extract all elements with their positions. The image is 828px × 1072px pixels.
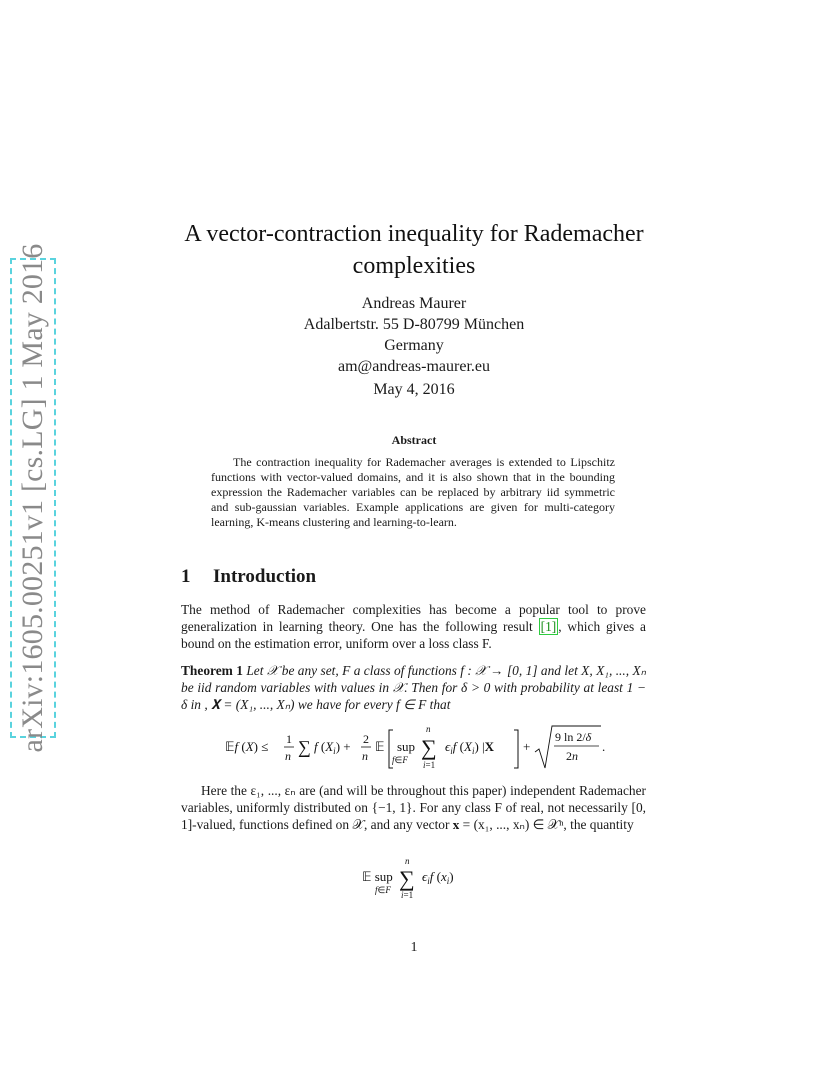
- intro-text-start: The method of Rademacher complexities has become a popular tool to prove generalization in learning theory. One has the following result: [181, 602, 646, 634]
- svg-text:9 ln 2/δ: 9 ln 2/δ: [555, 730, 592, 744]
- svg-text:𝔼: 𝔼: [375, 739, 385, 754]
- svg-text:∑: ∑: [399, 866, 415, 891]
- section-number: 1: [181, 566, 191, 587]
- svg-text:f∈F: f∈F: [392, 755, 408, 765]
- svg-text:n: n: [426, 724, 431, 734]
- arxiv-identifier: arXiv:1605.00251v1 [cs.LG] 1 May 2016: [16, 243, 49, 753]
- arxiv-stamp: [10, 243, 56, 753]
- svg-text:+: +: [523, 739, 531, 754]
- svg-text:sup: sup: [397, 739, 416, 754]
- svg-text:𝔼f (X) ≤: 𝔼f (X) ≤: [225, 739, 269, 754]
- svg-text:f∈F: f∈F: [375, 885, 391, 895]
- svg-text:ϵif (Xi) |X: $\epsilon_if$ $(X_i)$ |X: [445, 739, 495, 756]
- svg-text:2: 2: [363, 732, 369, 746]
- svg-text:i=1: i=1: [423, 760, 436, 770]
- svg-text:n: n: [405, 856, 410, 866]
- page-number: 1: [410, 940, 418, 955]
- intro-paragraph: [181, 601, 646, 652]
- author-address: Adalbertstr. 55 D-80799 München: [303, 316, 525, 333]
- section-title: Introduction: [213, 566, 317, 587]
- theorem-label: Theorem 1: [181, 663, 243, 678]
- paper-title: A vector-contraction inequality for Rademacher complexities: [184, 221, 644, 279]
- author-country: Germany: [384, 337, 444, 354]
- author-name: Andreas Maurer: [361, 295, 467, 312]
- svg-text:2n: 2n: [566, 749, 578, 763]
- paper-date: May 4, 2016: [373, 381, 455, 398]
- svg-text:n: n: [285, 749, 291, 763]
- svg-text:∑: ∑: [421, 735, 437, 760]
- paragraph-2: Here the ε₁, ..., εₙ are (and will be throughout this paper) independent Rademacher variables, uniformly distributed on {−1, 1}. For any class F of real, not necessarily [0, 1]-valued, functions defined on 𝒳, and any vector 𝐱 = (x₁, ..., xₙ) ∈ 𝒳ⁿ, the quantity: [181, 783, 646, 832]
- theorem-1: [181, 662, 646, 713]
- svg-text:.: .: [602, 739, 606, 754]
- section-heading: [181, 566, 316, 588]
- svg-text:𝔼 sup: 𝔼 sup: [362, 869, 393, 884]
- equation-rademacher-quantity: [362, 856, 482, 902]
- svg-text:n: n: [362, 749, 368, 763]
- abstract-heading: Abstract: [391, 433, 437, 447]
- theorem-body: Let 𝒳 be any set, F a class of functions f : 𝒳 → [0, 1] and let X, X₁, ..., Xₙ be iid random variables with values in 𝒳. Then for δ > 0 with probability at least 1 − δ in , 𝐗 = (X₁, ..., Xₙ) we have for every f ∈ F that: [181, 663, 646, 712]
- intro-text-end: , which gives a bound on the estimation error, uniform over a loss class F.: [181, 619, 646, 651]
- equation-generalization-bound: [225, 722, 625, 772]
- svg-text:ϵif (xi): $\epsilon_if$ $(x_i)$: [422, 869, 454, 886]
- svg-text:1: 1: [286, 732, 292, 746]
- citation-link[interactable]: [1]: [540, 619, 557, 634]
- author-email: am@andreas-maurer.eu: [338, 358, 490, 375]
- svg-text:∑: ∑: [298, 737, 311, 757]
- svg-text:f (Xi) +: f $(X_i)$ +: [314, 739, 351, 756]
- author-block: [170, 293, 658, 377]
- abstract-body: The contraction inequality for Rademacher averages is extended to Lipschitz functions with vector-valued domains, and it is also shown that in the bounding expression the Rademacher variables can be replaced by arbitrary iid symmetric and sub-gaussian variables. Example applications are given for multi-category learning, K-means clustering and learning-to-learn.: [211, 455, 615, 529]
- svg-text:i=1: i=1: [401, 890, 414, 900]
